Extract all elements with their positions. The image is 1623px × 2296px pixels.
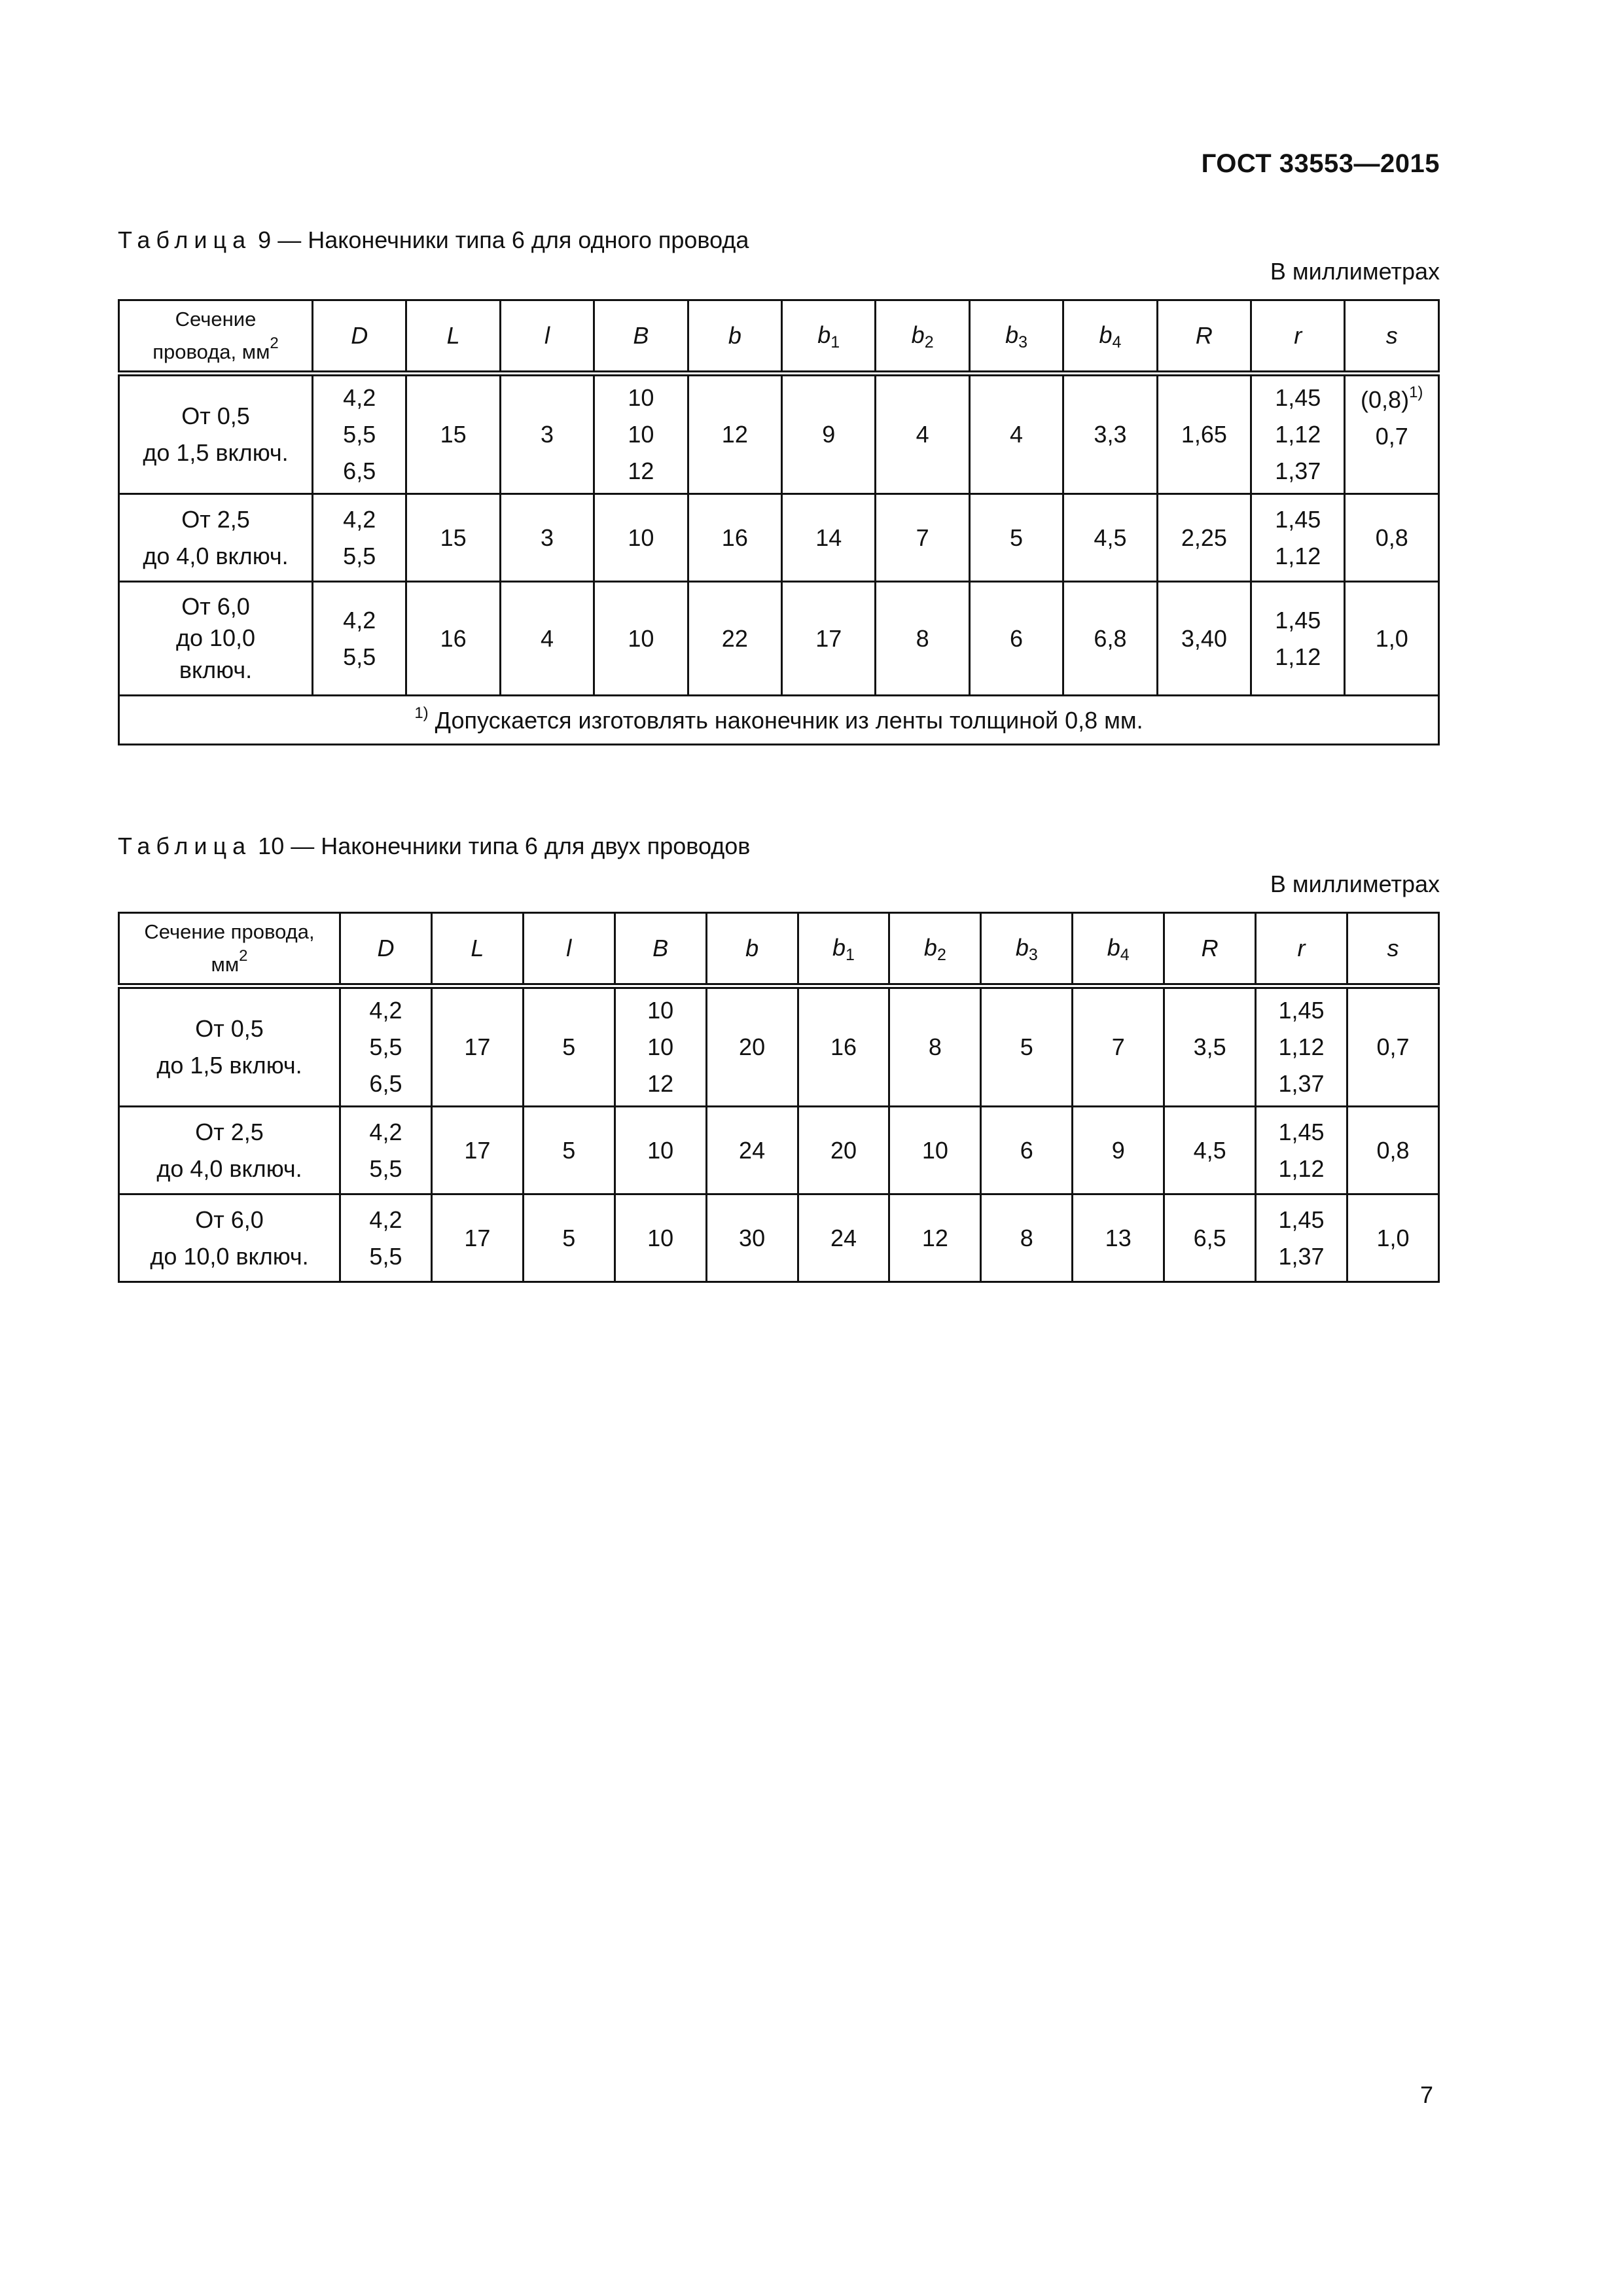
b3-cell: 5 xyxy=(969,494,1063,582)
table10-caption-word: Таблица xyxy=(118,833,252,859)
l-lower-cell: 5 xyxy=(523,986,615,1107)
table9-caption-word: Таблица xyxy=(118,226,252,253)
footnote-mark: 1) xyxy=(414,704,429,723)
table-row xyxy=(119,986,1439,1107)
table9-col-b2: $b_2$ xyxy=(876,300,969,374)
l-upper-cell: 15 xyxy=(406,494,500,582)
b-upper-cell: 10 xyxy=(615,1107,706,1194)
s-cell: 0,8 xyxy=(1347,1107,1438,1194)
b1-cell: 16 xyxy=(798,986,889,1107)
table10-col-L: L xyxy=(431,913,523,986)
b4-cell: 9 xyxy=(1073,1107,1164,1194)
b4-cell: 13 xyxy=(1073,1194,1164,1282)
b1-cell: 24 xyxy=(798,1194,889,1282)
table9-col-section: Сечение провода, $мм^2$ xyxy=(119,300,313,374)
b3-cell: 5 xyxy=(981,986,1073,1107)
r-upper-cell: 4,5 xyxy=(1164,1107,1256,1194)
section-cell: От 0,5 до 1,5 включ. xyxy=(119,374,313,494)
l-lower-cell: 3 xyxy=(500,374,594,494)
s-cell: 1,0 xyxy=(1345,582,1439,696)
table9-col-D: D xyxy=(313,300,406,374)
b2-cell: 8 xyxy=(889,986,981,1107)
b-upper-cell: 10 xyxy=(594,494,688,582)
d-cell: 4,2 5,5 6,5 xyxy=(340,986,432,1107)
r-lower-cell: 1,45 1,12 xyxy=(1256,1107,1347,1194)
table9-units: В миллиметрах xyxy=(1270,258,1440,285)
table-row xyxy=(119,1107,1439,1194)
table10-col-s: s xyxy=(1347,913,1438,986)
d-cell: 4,2 5,5 xyxy=(340,1107,432,1194)
b2-cell: 7 xyxy=(876,494,969,582)
r-lower-cell: 1,45 1,12 1,37 xyxy=(1256,986,1347,1107)
table10-units: В миллиметрах xyxy=(1270,870,1440,897)
table9-col-l: l xyxy=(500,300,594,374)
table9-col-r: r xyxy=(1251,300,1345,374)
table10-col-b3: $b_3$ xyxy=(981,913,1073,986)
b3-cell: 6 xyxy=(969,582,1063,696)
table10-caption-text: 10 — Наконечники типа 6 для двух проводов xyxy=(258,833,751,859)
table-row xyxy=(119,582,1439,696)
table9-caption-text: 9 — Наконечники типа 6 для одного провода xyxy=(258,226,749,253)
section-cell: От 2,5 до 4,0 включ. xyxy=(119,494,313,582)
table9-col-B: B xyxy=(594,300,688,374)
b1-cell: 17 xyxy=(782,582,876,696)
table10-col-B: B xyxy=(615,913,706,986)
b1-cell: 14 xyxy=(782,494,876,582)
table10 xyxy=(118,912,1440,1283)
b-upper-cell: 10 xyxy=(594,582,688,696)
r-upper-cell: 3,40 xyxy=(1157,582,1251,696)
b-cell: 30 xyxy=(706,1194,798,1282)
l-lower-cell: 5 xyxy=(523,1107,615,1194)
section-cell: От 0,5 до 1,5 включ. xyxy=(119,986,340,1107)
b2-cell: 10 xyxy=(889,1107,981,1194)
page-number: 7 xyxy=(1419,2081,1433,2108)
section-cell: От 2,5 до 4,0 включ. xyxy=(119,1107,340,1194)
table9-col-R: R xyxy=(1157,300,1251,374)
r-upper-cell: 2,25 xyxy=(1157,494,1251,582)
table9-header-row xyxy=(119,300,1439,374)
table10-col-D: D xyxy=(340,913,432,986)
section-cell: От 6,0 до 10,0 включ. xyxy=(119,582,313,696)
b2-cell: 4 xyxy=(876,374,969,494)
table9-col-b4: $b_4$ xyxy=(1063,300,1157,374)
b2-cell: 12 xyxy=(889,1194,981,1282)
l-lower-cell: 5 xyxy=(523,1194,615,1282)
b2-cell: 8 xyxy=(876,582,969,696)
r-lower-cell: 1,45 1,12 1,37 xyxy=(1251,374,1345,494)
d-cell: 4,2 5,5 xyxy=(313,582,406,696)
table9-caption xyxy=(118,226,749,254)
table-row xyxy=(119,494,1439,582)
l-lower-cell: 4 xyxy=(500,582,594,696)
table9-col-s: s xyxy=(1345,300,1439,374)
table10-col-b4: $b_4$ xyxy=(1073,913,1164,986)
footnote-text: Допускается изготовлять наконечник из ленты толщиной 0,8 мм. xyxy=(428,707,1143,734)
table9-footnote xyxy=(119,696,1439,745)
table10-caption xyxy=(118,833,750,860)
table9-col-b: b xyxy=(688,300,781,374)
table10-col-r: r xyxy=(1256,913,1347,986)
b-upper-cell: 10 10 12 xyxy=(615,986,706,1107)
d-cell: 4,2 5,5 6,5 xyxy=(313,374,406,494)
b-cell: 22 xyxy=(688,582,781,696)
table9-col-b3: $b_3$ xyxy=(969,300,1063,374)
b4-cell: 4,5 xyxy=(1063,494,1157,582)
r-upper-cell: 1,65 xyxy=(1157,374,1251,494)
table-row xyxy=(119,374,1439,494)
r-upper-cell: 6,5 xyxy=(1164,1194,1256,1282)
b3-cell: 8 xyxy=(981,1194,1073,1282)
standard-designation: ГОСТ 33553—2015 xyxy=(1201,149,1440,178)
table10-col-b1: $b_1$ xyxy=(798,913,889,986)
table10-col-section: Сечение провода, $мм^2$ xyxy=(119,913,340,986)
b-cell: 16 xyxy=(688,494,781,582)
table9 xyxy=(118,299,1440,745)
b1-cell: 9 xyxy=(782,374,876,494)
table10-col-l: l xyxy=(523,913,615,986)
l-upper-cell: 17 xyxy=(431,1194,523,1282)
l-upper-cell: 17 xyxy=(431,986,523,1107)
table10-col-R: R xyxy=(1164,913,1256,986)
r-lower-cell: 1,45 1,12 xyxy=(1251,582,1345,696)
b-cell: 20 xyxy=(706,986,798,1107)
section-cell: От 6,0 до 10,0 включ. xyxy=(119,1194,340,1282)
b-upper-cell: 10 xyxy=(615,1194,706,1282)
b3-cell: 4 xyxy=(969,374,1063,494)
d-cell: 4,2 5,5 xyxy=(313,494,406,582)
table9-col-L: L xyxy=(406,300,500,374)
b1-cell: 20 xyxy=(798,1107,889,1194)
table9-footnote-row xyxy=(119,696,1439,745)
b4-cell: 7 xyxy=(1073,986,1164,1107)
table10-col-b2: $b_2$ xyxy=(889,913,981,986)
r-lower-cell: 1,45 1,37 xyxy=(1256,1194,1347,1282)
d-cell: 4,2 5,5 xyxy=(340,1194,432,1282)
b4-cell: 3,3 xyxy=(1063,374,1157,494)
b4-cell: 6,8 xyxy=(1063,582,1157,696)
s-cell: 0,8 xyxy=(1345,494,1439,582)
l-upper-cell: 16 xyxy=(406,582,500,696)
l-upper-cell: 15 xyxy=(406,374,500,494)
l-lower-cell: 3 xyxy=(500,494,594,582)
s-cell: 1,0 xyxy=(1347,1194,1438,1282)
table-row xyxy=(119,1194,1439,1282)
b-cell: 24 xyxy=(706,1107,798,1194)
b-upper-cell: 10 10 12 xyxy=(594,374,688,494)
table10-col-b: b xyxy=(706,913,798,986)
table10-header-row xyxy=(119,913,1439,986)
table9-col-b1: $b_1$ xyxy=(782,300,876,374)
l-upper-cell: 17 xyxy=(431,1107,523,1194)
s-cell: $(0,8)^{1)}$ 0,7 xyxy=(1345,374,1439,494)
r-lower-cell: 1,45 1,12 xyxy=(1251,494,1345,582)
r-upper-cell: 3,5 xyxy=(1164,986,1256,1107)
b-cell: 12 xyxy=(688,374,781,494)
b3-cell: 6 xyxy=(981,1107,1073,1194)
s-cell: 0,7 xyxy=(1347,986,1438,1107)
